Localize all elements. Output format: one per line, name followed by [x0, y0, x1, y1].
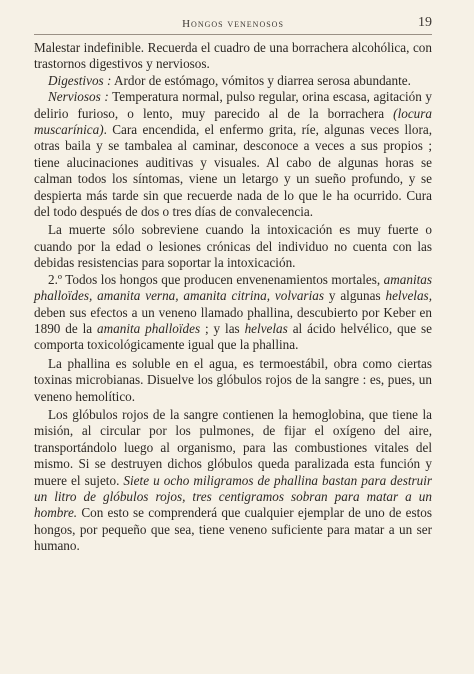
paragraph-muerte: La muerte sólo sobreviene cuando la intoxicación es muy fuerte o cuando por la edad o lesiones crónicas del individuo no cuenta con las debidas resistencias para soportar la intoxicación.: [34, 222, 432, 271]
term-nerviosos: Nerviosos :: [48, 89, 109, 105]
running-title: Hongos venenosos: [182, 18, 284, 30]
paragraph-malestar: Malestar indefinible. Recuerda el cuadro de una borrachera alcohólica, con trastornos digestivos y nerviosos.: [34, 40, 432, 72]
paragraph-digestivos: Digestivos : Ardor de estómago, vómitos y diarrea serosa abundante.: [48, 72, 411, 88]
body-text: [34, 40, 432, 555]
term-digestivos: Digestivos :: [48, 72, 112, 88]
term-helvelas: helvelas,: [385, 288, 432, 304]
term-helvelas-2: helvelas: [244, 320, 288, 336]
paragraph-globulos: Los glóbulos rojos de la sangre contienen la hemoglobina, que tiene la misión, al circular por los pulmones, de fijar el oxígeno del aire, transportándolo luego al organismo, para las combustiones vitales del mismo. Si se destruyen dichos glóbulos queda paralizada esta función y muere el sujeto. Siete u ocho miligramos de phallina bastan para destruir un litro de glóbulos rojos, tres centigramos sobran para matar a un hombre. Con esto se comprenderá que cualquier ejemplar de uno de estos hongos, por pequeño que sea, tiene veneno suficiente para matar a un ser humano.: [34, 406, 433, 554]
running-header: [34, 15, 432, 35]
emphasis-dosis: Siete u ocho miligramos de phallina bastan para destruir un litro de glóbulos rojos, tres centigramos sobran para matar a un hombre.: [34, 472, 433, 521]
paragraph-hongos-mortales: 2.º Todos los hongos que producen envenenamientos mortales, amanitas phalloïdes, amanita verna, amanita citrina, volvarias y algunas helvelas, deben sus efectos a un veneno llamado phallina, descubierto por Keber en 1890 de la amanita phalloïdes ; y las helvelas al ácido helvélico, que se comporta toxicológicamente igual que la phallina.: [34, 271, 432, 353]
page-number: 19: [418, 15, 432, 30]
term-amanita-phalloides: amanita phalloïdes: [97, 320, 201, 336]
paragraph-nerviosos: Nerviosos : Temperatura normal, pulso regular, orina escasa, agitación y delirio furioso, o lento, muy parecido al de la borrachera (locura muscarínica). Cara encendida, el enfermo grita, ríe, algunas veces llora, otras baila y se tambalea al caminar, desconoce a veces a sus propios ; tiene alucinaciones auditivas y visuales. Al cabo de algunas horas se calman todos los síntomas, viene un letargo y un sueño profundo, y se despierta más tarde sin que recuerde nada de lo que le ha ocurrido. Cura del todo después de dos o tres días de convalecencia.: [34, 89, 432, 220]
species-list: amanitas phalloïdes, amanita verna, amanita citrina, volvarias: [34, 271, 432, 304]
paragraph-phallina: La phallina es soluble en el agua, es termoestábil, obra como ciertas toxinas microbianas. Disuelve los glóbulos rojos de la sangre : es, pues, un veneno hemolítico.: [34, 355, 432, 404]
term-locura-muscarinica: (locura muscarínica): [34, 105, 432, 138]
